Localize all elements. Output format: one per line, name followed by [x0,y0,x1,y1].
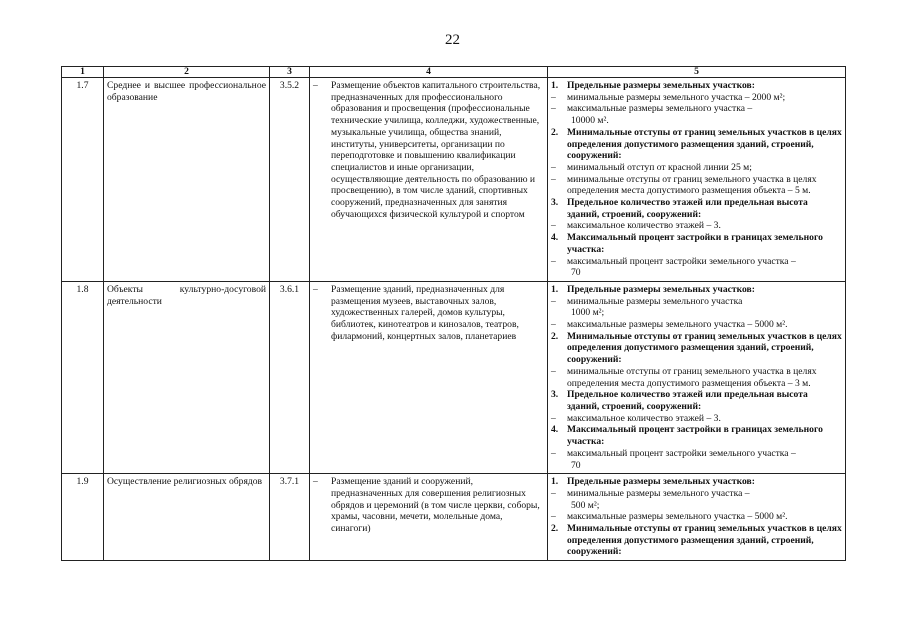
header-col-4: 4 [310,67,548,78]
parameter-item [551,319,842,331]
use-description: Размещение объектов капитального строительства, предназначенных для профессионального образования и просвещения (профессиональные технические училища, колледжи, художественные, музыкальные училища, общества знаний, институты, университеты, организации по переподготовке и повышению квалификации специалистов и иные организации, осуществляющие деятельность по образованию и просвещению), в том числе зданий, спортивных сооружений, предназначенных для занятия обучающихся физической культурой и спортом [331,80,541,220]
dash-marker: – [551,412,556,424]
parameter-item-text: минимальные отступы от границ земельного участка в целях определения места допустимого размещения объекта – 5 м. [567,173,817,197]
parameter-heading-text: Предельное количество этажей или предельная высота зданий, строений, сооружений: [567,389,808,412]
parameter-heading [551,523,842,558]
parameter-number: 2. [551,330,559,342]
parameter-heading [551,127,842,162]
parameter-heading-text: Предельное количество этажей или предельная высота зданий, строений, сооружений: [567,197,808,220]
permitted-use-name: Объекты культурно-досуговой деятельности [104,281,270,473]
regulations-table [61,66,846,561]
parameter-item [551,162,842,174]
classifier-code: 3.7.1 [270,474,310,561]
parameter-item [551,448,842,460]
dash-marker: – [313,476,318,488]
parameter-heading-text: Предельные размеры земельных участков: [567,283,755,295]
parameter-item-text: максимальное количество этажей – 3. [567,220,721,232]
parameter-item-text: минимальные отступы от границ земельного участка в целях определения места допустимого размещения объекта – 3 м. [567,365,817,389]
use-description-cell [310,281,548,473]
parameter-number: 1. [551,283,559,295]
table-row [62,474,846,561]
parameter-number: 4. [551,232,559,244]
dash-marker: – [551,161,556,173]
parameter-heading-text: Минимальные отступы от границ земельных участков в целях определения допустимого размещения зданий, строений, сооружений: [567,523,842,558]
parameter-item [551,174,842,197]
parameter-item [551,488,842,500]
parameter-item-continuation: 70 [571,267,581,279]
parameter-heading-text: Предельные размеры земельных участков: [567,80,755,91]
dash-marker: – [551,319,556,331]
use-description: Размещение зданий и сооружений, предназначенных для совершения религиозных обрядов и церемоний (в том числе церкви, соборы, храмы, часовни, мечети, молельные дома, синагоги) [331,476,540,535]
parameter-item-text: максимальный процент застройки земельного участка – [567,447,796,459]
classifier-code: 3.6.1 [270,281,310,473]
parameter-heading [551,331,842,366]
parameter-heading [551,232,842,255]
parameter-number: 1. [551,476,559,488]
parameter-item [551,296,842,308]
parameter-heading-text: Максимальный процент застройки в границах земельного участка: [567,232,823,255]
parameter-number: 3. [551,197,559,209]
parameter-item [551,220,842,232]
parameter-heading-text: Минимальные отступы от границ земельных участков в целях определения допустимого размещения зданий, строений, сооружений: [567,330,842,366]
parameter-number: 2. [551,126,559,138]
parameter-item [551,256,842,268]
parameter-heading [551,284,842,296]
header-col-5: 5 [548,67,846,78]
dash-marker: – [551,255,556,267]
parameter-heading-text: Минимальные отступы от границ земельных участков в целях определения допустимого размещения зданий, строений, сооружений: [567,126,842,162]
parameter-heading-text: Максимальный процент застройки в границах земельного участка: [567,424,823,448]
parameter-heading [551,476,842,488]
dash-marker: – [551,220,556,232]
parameter-heading-text: Предельные размеры земельных участков: [567,476,755,488]
dash-marker: – [551,91,556,103]
dash-marker: – [313,80,318,91]
table-header-row [62,67,846,78]
parameter-item [551,366,842,389]
parameters-cell [548,281,846,473]
permitted-use-name: Осуществление религиозных обрядов [104,474,270,561]
dash-marker: – [551,487,556,499]
row-number: 1.8 [62,281,104,473]
use-description-cell [310,78,548,282]
use-description: Размещение зданий, предназначенных для размещения музеев, выставочных залов, художественных галерей, домов культуры, библиотек, кинотеатров и кинозалов, театров, филармоний, концертных залов, планетариев [331,283,519,342]
parameter-item-text: максимальные размеры земельного участка – [567,103,753,115]
permitted-use-name: Среднее и высшее профессиональное образование [104,78,270,282]
parameter-item [551,511,842,523]
parameter-item-text: минимальные размеры земельного участка – 2000 м²; [567,91,786,103]
header-col-3: 3 [270,67,310,78]
parameter-item-text: максимальные размеры земельного участка – 5000 м². [567,319,788,331]
classifier-code: 3.5.2 [270,78,310,282]
parameters-cell [548,474,846,561]
page-number: 22 [445,32,460,48]
parameter-heading [551,389,842,412]
dash-marker: – [551,447,556,459]
dash-marker: – [551,295,556,307]
parameter-item-text: максимальный процент застройки земельного участка – [567,255,796,267]
parameter-item-continuation: 10000 м². [571,115,609,127]
header-col-2: 2 [104,67,270,78]
parameter-number: 1. [551,80,559,91]
parameters-cell [548,78,846,282]
parameter-item-text: минимальный отступ от красной линии 25 м; [567,161,752,173]
use-description-cell [310,474,548,561]
table-row [62,78,846,282]
parameter-heading [551,424,842,447]
parameter-item-text: максимальные размеры земельного участка – 5000 м². [567,511,788,523]
parameter-item-text: минимальные размеры земельного участка – [567,487,750,499]
dash-marker: – [551,511,556,523]
parameter-item-text: максимальное количество этажей – 3. [567,412,721,424]
parameter-number: 4. [551,424,559,436]
parameter-number: 2. [551,523,559,535]
row-number: 1.9 [62,474,104,561]
dash-marker: – [551,173,556,185]
parameter-number: 3. [551,389,559,401]
parameter-heading [551,80,842,92]
parameter-item-continuation: 70 [571,459,581,471]
parameter-item [551,92,842,104]
dash-marker: – [313,283,318,295]
dash-marker: – [551,103,556,115]
header-col-1: 1 [62,67,104,78]
parameter-item-continuation: 500 м²; [571,499,600,511]
parameter-heading [551,197,842,220]
parameter-item-text: минимальные размеры земельного участка [567,295,743,307]
table-row [62,281,846,473]
dash-marker: – [551,365,556,377]
parameter-item [551,413,842,425]
parameter-item [551,103,842,115]
row-number: 1.7 [62,78,104,282]
parameter-item-continuation: 1000 м²; [571,307,605,319]
